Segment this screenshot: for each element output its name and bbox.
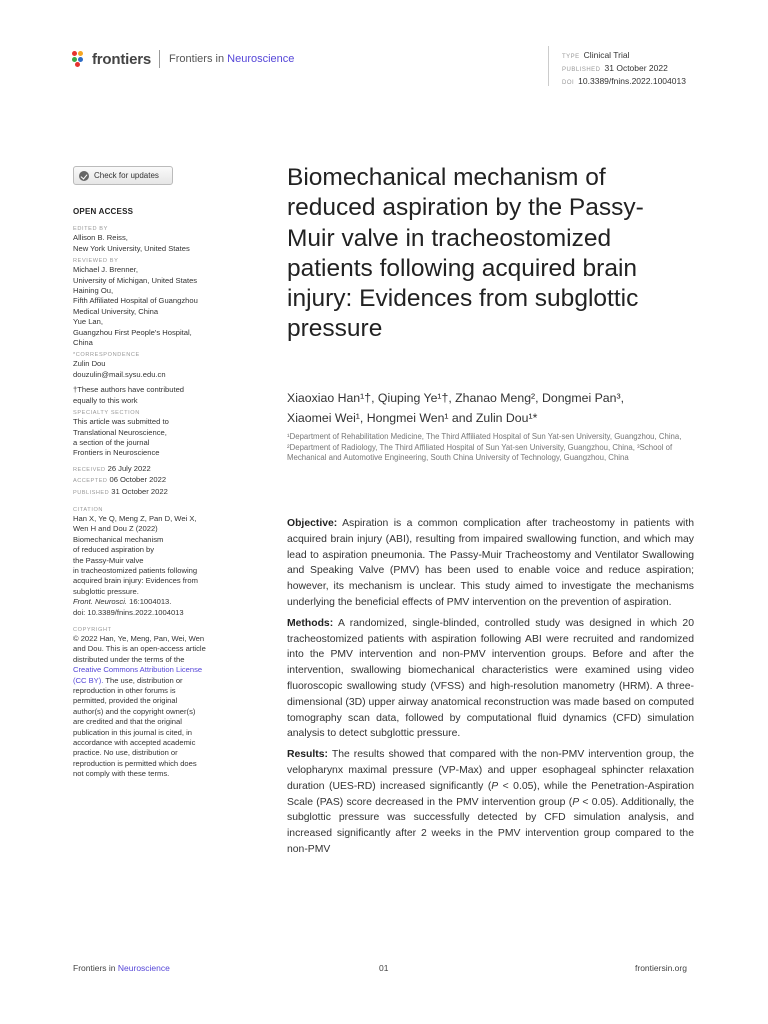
- reviewed-by-label: REVIEWED BY: [73, 258, 119, 265]
- abstract: [287, 516, 694, 863]
- cc-by-link[interactable]: (CC BY).: [73, 675, 104, 685]
- meta-doi: DOI 10.3389/fnins.2022.1004013: [562, 76, 686, 86]
- equal-contribution-note: †These authors have contributed equally to this work: [73, 385, 185, 405]
- article-title: Biomechanical mechanism of reduced aspiration by the Passy-Muir valve in tracheostomized patients following acquired brain injury: Evidences from subglottic pressure: [287, 164, 644, 343]
- logo-divider: [159, 50, 160, 68]
- meta-type: TYPE Clinical Trial: [562, 50, 630, 60]
- edited-by-label: EDITED BY: [73, 226, 108, 233]
- correspondence-label: *CORRESPONDENCE: [73, 352, 140, 359]
- abstract-objective: Objective: Aspiration is a common complication after tracheostomy in patients with acquired brain injury (ABI), resulting from impaired swallowing function, and which may lead to aspiration pneumonia. The Passy-Muir Tracheostomy and Ventilator Swallowing and Speaking Valve (PMV) has been used to enable voice and reduce aspiration; however, its mechanism is unclear. This study aimed to investigate the mechanisms underlying the beneficial effects of PMV intervention on the prevention of aspiration.: [287, 518, 694, 608]
- journal-name: Frontiers in Neuroscience: [169, 53, 295, 65]
- specialty-section: This article was submitted to Translational Neuroscience, a section of the journal Frontiers in Neuroscience: [73, 417, 169, 458]
- date-accepted: ACCEPTED 06 October 2022: [73, 475, 167, 485]
- correspondence-email[interactable]: douzulin@mail.sysu.edu.cn: [73, 369, 166, 379]
- frontiers-logo[interactable]: [72, 50, 294, 68]
- citation: Han X, Ye Q, Meng Z, Pan D, Wei X, Wen H and Dou Z (2022) Biomechanical mechanism of reduced aspiration by the Passy-Muir valve in tracheostomized patients following acquired brain injury: Evidences from subglottic pressure. Front. Neurosci. 16:1004013. doi: 10.3389/fnins.2022.1004013: [73, 514, 243, 618]
- affiliations: ¹Department of Rehabilitation Medicine, The Third Affiliated Hospital of Sun Yat-sen University, Guangzhou, China, ²Department of Radiology, The Third Affiliated Hospital of Sun Yat-sen University, Guangzhou, China, ³School of Mechanical and Automotive Engineering, South China University of Technology, Guangzhou, China: [287, 432, 682, 463]
- open-access-label: OPEN ACCESS: [73, 207, 134, 216]
- citation-label: CITATION: [73, 506, 104, 513]
- check-for-updates-button[interactable]: Check for updates: [73, 166, 173, 185]
- abstract-results: Results: The results showed that compared with the non-PMV intervention group, the velopharynx maximal pressure (VP-Max) and upper esophageal sphincter relaxation duration (UES-RD) increased significantly (P < 0.05), while the Penetration-Aspiration Scale (PAS) score decreased in the PMV intervention group (P < 0.05). Additionally, the subglottic pressure was successfully detected by CFD simulation analysis, and increased significantly after 2 weeks in the PMV intervention group compared to the non-PMV: [287, 749, 695, 855]
- edited-by: Allison B. Reiss, New York University, United States: [73, 233, 190, 253]
- footer-journal[interactable]: Frontiers in Neuroscience: [73, 963, 170, 973]
- date-received: RECEIVED 26 July 2022: [73, 463, 151, 473]
- cc-license-link[interactable]: Creative Commons Attribution License: [73, 665, 203, 675]
- correspondence: Zulin Dou douzulin@mail.sysu.edu.cn: [73, 359, 243, 380]
- abstract-methods: Methods: A randomized, single-blinded, controlled study was designed in which 20 tracheostomized patients with aspiration following ABI were recruited and randomized into the PMV intervention and non-PMV intervention groups. Before and after the intervention, swallowing biomechanical characteristics were examined using video fluoroscopic swallowing study (VFSS) and high-resolution manometry (HRM). A three-dimensional (3D) upper airway anatomical reconstruction was made based on computed tomography scan data, followed by computational fluid dynamics (CFD) simulation analysis to detect subglottic pressure.: [287, 617, 694, 740]
- reviewed-by: Michael J. Brenner, University of Michigan, United States Haining Ou, Fifth Affiliated Hospital of Guangzhou Medical University, China Yue Lan, Guangzhou First People's Hospital, China: [73, 265, 198, 348]
- copyright: © 2022 Han, Ye, Meng, Pan, Wei, Wen and Dou. This is an open-access article distributed under the terms of the Creative Commons Attribution License (CC BY). The use, distribution or reproduction in other forums is permitted, provided the original author(s) and the copyright owner(s) are credited and that the original publication in this journal is cited, in accordance with accepted academic practice. No use, distribution or reproduction is permitted which does not comply with these terms.: [73, 634, 243, 780]
- sidebar: [73, 207, 243, 782]
- specialty-label: SPECIALTY SECTION: [73, 410, 140, 417]
- copyright-label: COPYRIGHT: [73, 627, 112, 633]
- date-published: PUBLISHED 31 October 2022: [73, 486, 168, 496]
- citation-doi[interactable]: doi: 10.3389/fnins.2022.1004013: [73, 607, 184, 617]
- article-dates: [73, 464, 243, 498]
- footer-site-link[interactable]: frontiersin.org: [635, 963, 687, 973]
- frontiers-logo-icon: [72, 51, 88, 67]
- article-meta: [562, 50, 686, 89]
- page-number: 01: [379, 963, 389, 973]
- meta-divider: [548, 46, 549, 86]
- check-icon: [79, 171, 89, 181]
- meta-published: PUBLISHED 31 October 2022: [562, 63, 668, 73]
- brand-name: frontiers: [92, 50, 152, 68]
- author-list: Xiaoxiao Han¹†, Qiuping Ye¹†, Zhanao Meng², Dongmei Pan³, Xiaomei Wei¹, Hongmei Wen¹ and Zulin Dou¹*: [287, 391, 624, 425]
